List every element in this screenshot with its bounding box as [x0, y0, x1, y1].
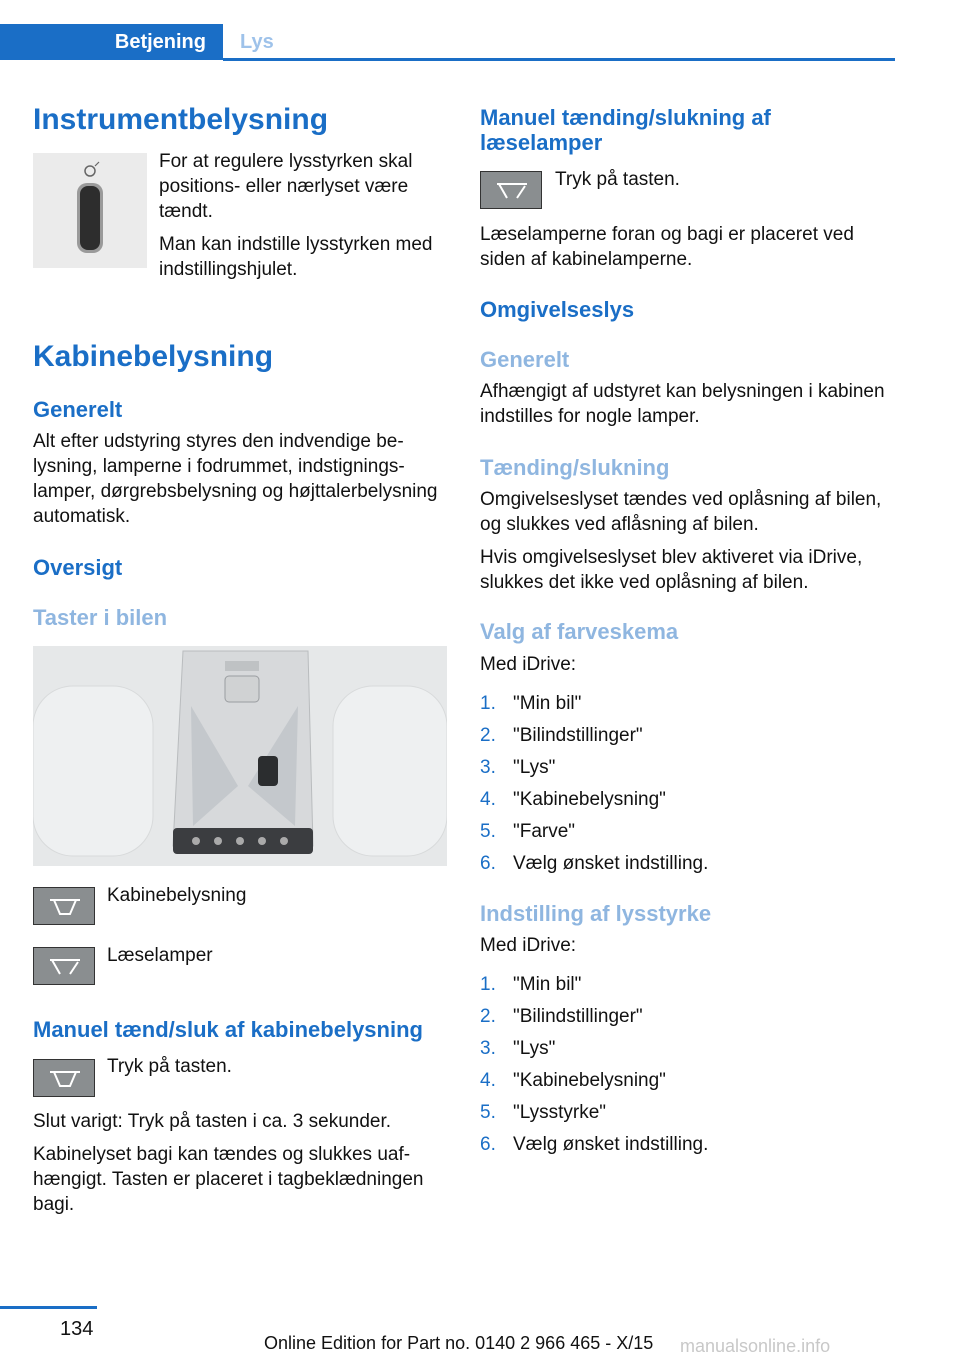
list-item — [480, 755, 555, 780]
list-item — [480, 691, 581, 716]
list-item-text: "Min bil" — [513, 693, 582, 714]
manual-cabin-text-2: Slut varigt: Tryk på tasten i ca. 3 sekunder. — [33, 1111, 392, 1132]
page-number: 134 — [60, 1318, 94, 1340]
list-item — [480, 972, 581, 997]
footer-rule — [0, 1306, 97, 1309]
list-item — [480, 787, 666, 812]
cabin-general-heading: Generelt — [33, 397, 123, 422]
brightness-intro: Med iDrive: — [480, 935, 577, 956]
reading-light-text-1: Tryk på tasten. — [555, 169, 680, 190]
roof-console-image — [33, 646, 447, 866]
list-item-text: "Bilindstillinger" — [513, 1006, 643, 1027]
list-item-text: "Bilindstillinger" — [513, 725, 643, 746]
reading-light-key-icon — [33, 947, 95, 985]
list-item-number: 3. — [480, 757, 496, 778]
list-item — [480, 1004, 643, 1029]
color-heading: Valg af farveskema — [480, 619, 679, 644]
instrument-text-1: For at regulere lysstyrken skal positions- eller nærlyset være tændt. — [159, 151, 413, 222]
list-item-text: "Min bil" — [513, 974, 582, 995]
list-item — [480, 1036, 555, 1061]
list-item-number: 5. — [480, 821, 496, 842]
list-item-text: Vælg ønsket indstilling. — [513, 1134, 709, 1155]
manual-cabin-text-3: Kabinelyset bagi kan tændes og slukkes uafhængigt. Tasten er placeret i tagbeklædningen bagi. — [33, 1144, 424, 1215]
cabin-heading: Kabinebelysning — [33, 340, 274, 373]
list-item-text: "Lysstyrke" — [513, 1102, 607, 1123]
list-item-text: "Lys" — [513, 1038, 556, 1059]
brightness-heading: Indstilling af lysstyrke — [480, 901, 712, 926]
list-item-text: "Farve" — [513, 821, 576, 842]
instrument-heading: Instrumentbelysning — [33, 103, 329, 136]
cabin-light-key-icon-2 — [33, 1059, 95, 1097]
list-item — [480, 1100, 606, 1125]
reading-light-text-2: Læselamperne foran og bagi er placeret ved siden af kabinelamperne. — [480, 224, 854, 270]
cabin-light-key-label: Kabinebelysning — [107, 885, 247, 906]
list-item-number: 4. — [480, 1070, 496, 1091]
list-item-number: 4. — [480, 789, 496, 810]
reading-light-key-label: Læselamper — [107, 945, 213, 966]
list-item-number: 3. — [480, 1038, 496, 1059]
list-item-number: 2. — [480, 725, 496, 746]
list-item — [480, 1068, 666, 1093]
list-item-number: 1. — [480, 974, 496, 995]
reading-light-heading: Manuel tænding/slukning af læselamper — [480, 105, 771, 155]
list-item-text: Vælg ønsket indstilling. — [513, 853, 709, 874]
cabin-light-key-icon — [33, 887, 95, 925]
buttons-heading: Taster i bilen — [33, 605, 168, 630]
list-item-number: 5. — [480, 1102, 496, 1123]
onoff-heading: Tænding/slukning — [480, 455, 670, 480]
overview-heading: Oversigt — [33, 555, 123, 580]
onoff-text-1: Omgivelseslyset tændes ved oplåsning af bilen, og slukkes ved aflåsning af bilen. — [480, 489, 882, 535]
list-item-text: "Kabinebelysning" — [513, 1070, 666, 1091]
manual-cabin-text-1: Tryk på tasten. — [107, 1056, 232, 1077]
onoff-text-2: Hvis omgivelseslyset blev aktiveret via iDrive, slukkes det ikke ved oplåsning af bilen. — [480, 547, 863, 593]
list-item — [480, 1132, 708, 1157]
chapter-tab: Lys — [240, 31, 274, 53]
dimmer-wheel-image — [33, 153, 147, 268]
list-item-number: 2. — [480, 1006, 496, 1027]
header-rule — [223, 58, 895, 61]
manual-cabin-heading: Manuel tænd/sluk af kabinebelysning — [33, 1017, 423, 1042]
list-item — [480, 819, 575, 844]
watermark: manualsonline.info — [680, 1336, 831, 1356]
header-bar — [0, 24, 895, 60]
list-item — [480, 723, 643, 748]
section-tab: Betjening — [0, 24, 223, 60]
list-item-text: "Lys" — [513, 757, 556, 778]
ambient-heading: Omgivelseslys — [480, 297, 635, 322]
list-item-number: 6. — [480, 853, 496, 874]
list-item-text: "Kabinebelysning" — [513, 789, 666, 810]
ambient-general-heading: Generelt — [480, 347, 570, 372]
list-item-number: 6. — [480, 1134, 496, 1155]
color-intro: Med iDrive: — [480, 654, 577, 675]
reading-light-key-icon-2 — [480, 171, 542, 209]
cabin-general-text: Alt efter udstyring styres den indvendige belysning, lamperne i fodrummet, indstigningslamper, dørgrebsbelysning og højttalerbelysning automatisk. — [33, 431, 438, 527]
list-item-number: 1. — [480, 693, 496, 714]
list-item — [480, 851, 708, 876]
edition-note: Online Edition for Part no. 0140 2 966 465 - X/15 — [264, 1333, 654, 1353]
ambient-general-text: Afhængigt af udstyret kan belysningen i kabinen indstilles for nogle lamper. — [480, 381, 885, 427]
instrument-text-2: Man kan indstille lysstyrken med indstillingshjulet. — [159, 234, 433, 280]
